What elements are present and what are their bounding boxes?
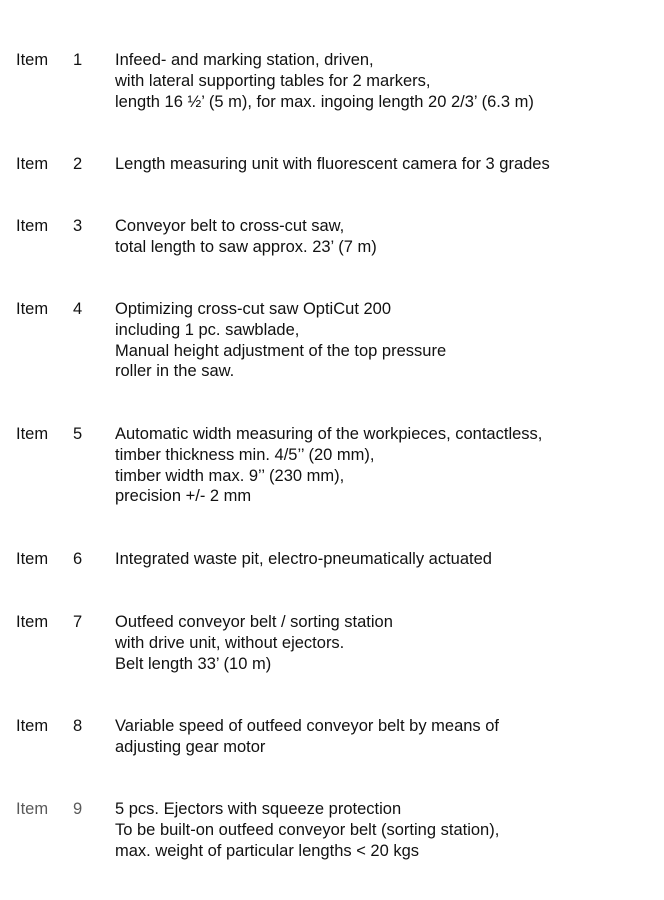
description-line: Integrated waste pit, electro-pneumatically actuated bbox=[115, 550, 492, 568]
description-line: length 16 ½’ (5 m), for max. ingoing length 20 2/3’ (6.3 m) bbox=[115, 92, 534, 111]
item-description bbox=[115, 612, 660, 674]
description-line: Manual height adjustment of the top pressure bbox=[115, 341, 447, 360]
description-line: including 1 pc. sawblade, bbox=[115, 320, 300, 339]
item-label: Item bbox=[16, 717, 49, 735]
item-number: 7 bbox=[73, 613, 83, 631]
item-description bbox=[115, 299, 660, 382]
item-label: Item bbox=[16, 613, 49, 631]
item-description bbox=[115, 424, 660, 507]
item-number: 3 bbox=[73, 217, 83, 235]
description-line: total length to saw approx. 23’ (7 m) bbox=[115, 237, 377, 256]
description-line: precision +/- 2 mm bbox=[115, 487, 252, 506]
item-number: 9 bbox=[73, 800, 83, 818]
item-description bbox=[115, 716, 660, 758]
description-line: Outfeed conveyor belt / sorting station bbox=[115, 613, 393, 631]
item-description bbox=[115, 549, 660, 570]
description-line: Infeed- and marking station, driven, bbox=[115, 51, 374, 69]
description-line: 5 pcs. Ejectors with squeeze protection bbox=[115, 800, 402, 818]
item-description bbox=[115, 50, 660, 112]
item-number: 5 bbox=[73, 425, 83, 443]
description-line: with drive unit, without ejectors. bbox=[115, 633, 345, 652]
description-line: Length measuring unit with fluorescent camera for 3 grades bbox=[115, 155, 550, 173]
description-line: timber thickness min. 4/5’’ (20 mm), bbox=[115, 445, 375, 464]
item-label: Item bbox=[16, 425, 49, 443]
description-line: Conveyor belt to cross-cut saw, bbox=[115, 217, 345, 235]
item-description bbox=[115, 216, 660, 258]
item-description bbox=[115, 799, 660, 861]
item-number: 2 bbox=[73, 155, 83, 173]
item-label: Item bbox=[16, 550, 49, 568]
item-number: 1 bbox=[73, 51, 83, 69]
item-label: Item bbox=[16, 155, 49, 173]
item-description bbox=[115, 154, 660, 175]
description-line: Optimizing cross-cut saw OptiCut 200 bbox=[115, 300, 392, 318]
description-line: with lateral supporting tables for 2 markers, bbox=[115, 71, 431, 90]
description-line: adjusting gear motor bbox=[115, 737, 266, 756]
description-line: Automatic width measuring of the workpieces, contactless, bbox=[115, 425, 543, 443]
item-label: Item bbox=[16, 51, 49, 69]
description-line: roller in the saw. bbox=[115, 362, 235, 381]
item-label: Item bbox=[16, 217, 49, 235]
description-line: timber width max. 9’’ (230 mm), bbox=[115, 466, 345, 485]
item-label: Item bbox=[16, 300, 49, 318]
description-line: Variable speed of outfeed conveyor belt by means of bbox=[115, 717, 500, 735]
item-number: 8 bbox=[73, 717, 83, 735]
description-line: max. weight of particular lengths < 20 kgs bbox=[115, 841, 420, 860]
item-number: 4 bbox=[73, 300, 83, 318]
item-label: Item bbox=[16, 800, 49, 818]
description-line: Belt length 33’ (10 m) bbox=[115, 654, 272, 673]
item-number: 6 bbox=[73, 550, 83, 568]
description-line: To be built-on outfeed conveyor belt (sorting station), bbox=[115, 820, 500, 839]
